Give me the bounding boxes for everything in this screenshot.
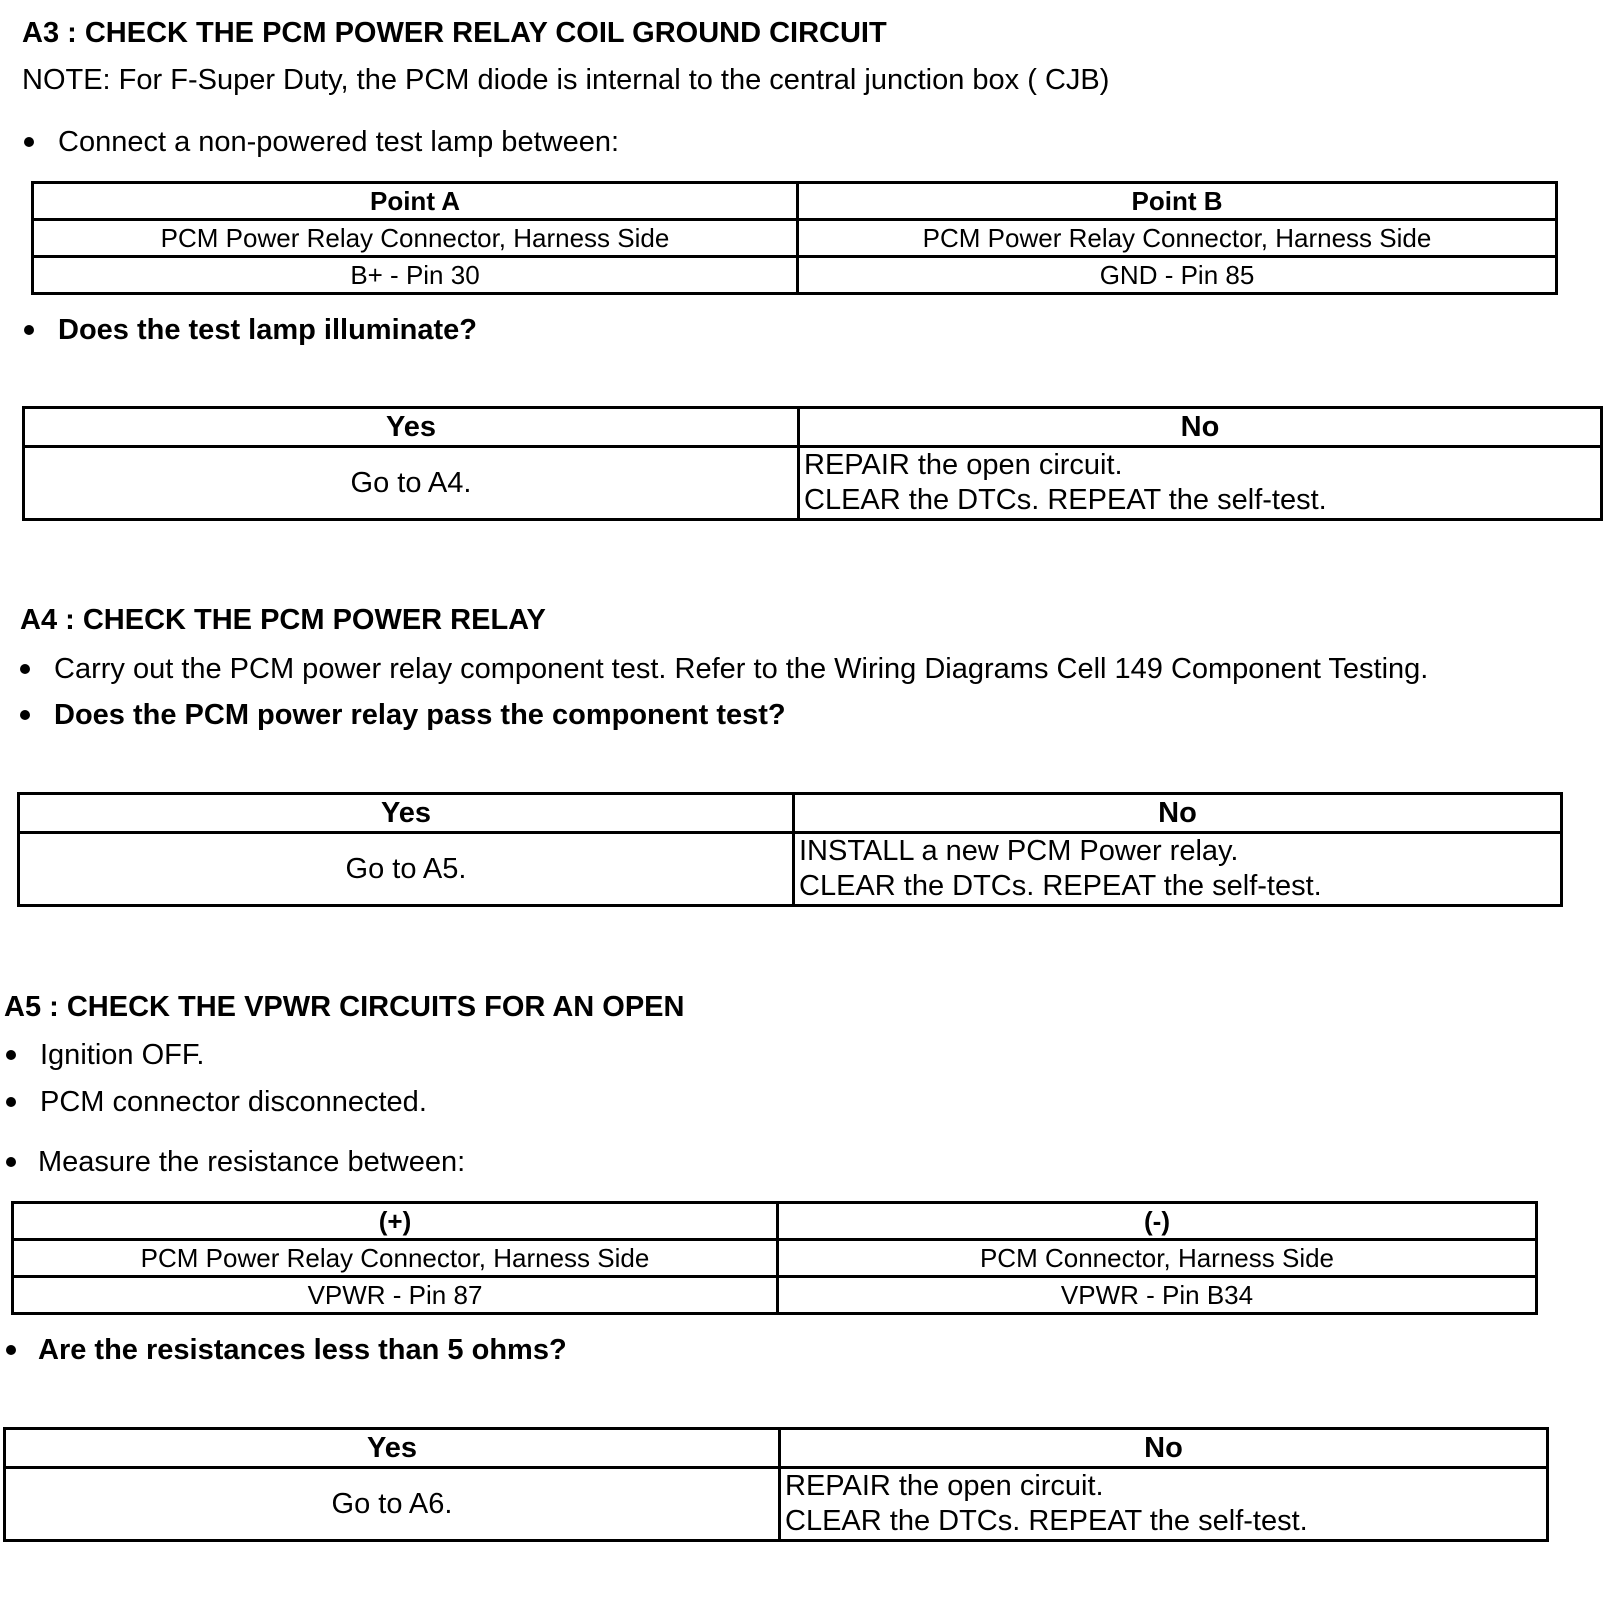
a5-no-label: No [780, 1429, 1548, 1468]
a3-question-text: Does the test lamp illuminate? [58, 313, 477, 346]
bullet-dot [6, 1050, 16, 1060]
a5-minus-title: (-) [778, 1203, 1537, 1240]
a3-test-points-table [31, 181, 1558, 295]
a4-question [20, 697, 786, 733]
a3-bullet-connect-text: Connect a non-powered test lamp between: [58, 125, 620, 158]
a5-bullet-measure [6, 1144, 465, 1180]
a3-bullet-connect [24, 124, 619, 160]
a5-heading: A5 : CHECK THE VPWR CIRCUITS FOR AN OPEN [4, 991, 685, 1023]
a5-bullet-ignition-text: Ignition OFF. [40, 1038, 205, 1071]
a3-point-b-value: GND - Pin 85 [798, 257, 1557, 294]
a4-no-line1: INSTALL a new PCM Power relay. [799, 835, 1239, 867]
a5-question-text: Are the resistances less than 5 ohms? [38, 1333, 567, 1366]
a4-question-text: Does the PCM power relay pass the component test? [54, 698, 786, 731]
bullet-dot [6, 1345, 16, 1355]
bullet-dot [24, 325, 34, 335]
a4-bullet-test [20, 651, 1428, 687]
a5-bullet-connector [6, 1084, 427, 1120]
a5-plus-value: VPWR - Pin 87 [13, 1277, 778, 1314]
a3-point-a-title: Point A [33, 183, 798, 220]
a5-yes-action: Go to A6. [5, 1468, 780, 1541]
a5-no-line2: CLEAR the DTCs. REPEAT the self-test. [785, 1505, 1308, 1537]
a5-no-action [780, 1468, 1548, 1541]
a4-no-action [794, 833, 1562, 906]
a3-heading: A3 : CHECK THE PCM POWER RELAY COIL GROUND CIRCUIT [22, 17, 887, 49]
a3-no-label: No [799, 408, 1602, 447]
a3-question [24, 312, 477, 348]
a3-point-b-sub: PCM Power Relay Connector, Harness Side [798, 220, 1557, 257]
a3-point-a-sub: PCM Power Relay Connector, Harness Side [33, 220, 798, 257]
a3-yes-action: Go to A4. [24, 447, 799, 520]
a3-point-b-title: Point B [798, 183, 1557, 220]
a4-heading: A4 : CHECK THE PCM POWER RELAY [20, 604, 546, 636]
a4-no-line2: CLEAR the DTCs. REPEAT the self-test. [799, 870, 1322, 902]
a5-question [6, 1332, 567, 1368]
a5-minus-value: VPWR - Pin B34 [778, 1277, 1537, 1314]
a5-yes-label: Yes [5, 1429, 780, 1468]
a5-bullet-ignition [6, 1037, 204, 1073]
a3-no-line1: REPAIR the open circuit. [804, 449, 1123, 481]
bullet-dot [6, 1157, 16, 1167]
a5-minus-sub: PCM Connector, Harness Side [778, 1240, 1537, 1277]
a4-result-table [17, 792, 1563, 907]
bullet-dot [20, 710, 30, 720]
a5-test-points-table [11, 1201, 1538, 1315]
a3-point-a-value: B+ - Pin 30 [33, 257, 798, 294]
a5-result-table [3, 1427, 1549, 1542]
a3-no-line2: CLEAR the DTCs. REPEAT the self-test. [804, 484, 1327, 516]
a4-bullet-test-text: Carry out the PCM power relay component test. Refer to the Wiring Diagrams Cell 149 Component Testing. [54, 652, 1429, 685]
a3-result-table [22, 406, 1603, 521]
bullet-dot [6, 1097, 16, 1107]
a4-yes-action: Go to A5. [19, 833, 794, 906]
bullet-dot [24, 137, 34, 147]
a5-bullet-connector-text: PCM connector disconnected. [40, 1085, 427, 1118]
a5-plus-title: (+) [13, 1203, 778, 1240]
a5-no-line1: REPAIR the open circuit. [785, 1470, 1104, 1502]
a3-yes-label: Yes [24, 408, 799, 447]
a3-no-action [799, 447, 1602, 520]
a4-no-label: No [794, 794, 1562, 833]
bullet-dot [20, 664, 30, 674]
a4-yes-label: Yes [19, 794, 794, 833]
a5-bullet-measure-text: Measure the resistance between: [38, 1145, 466, 1178]
a3-note: NOTE: For F-Super Duty, the PCM diode is internal to the central junction box ( CJB) [22, 64, 1110, 96]
a5-plus-sub: PCM Power Relay Connector, Harness Side [13, 1240, 778, 1277]
